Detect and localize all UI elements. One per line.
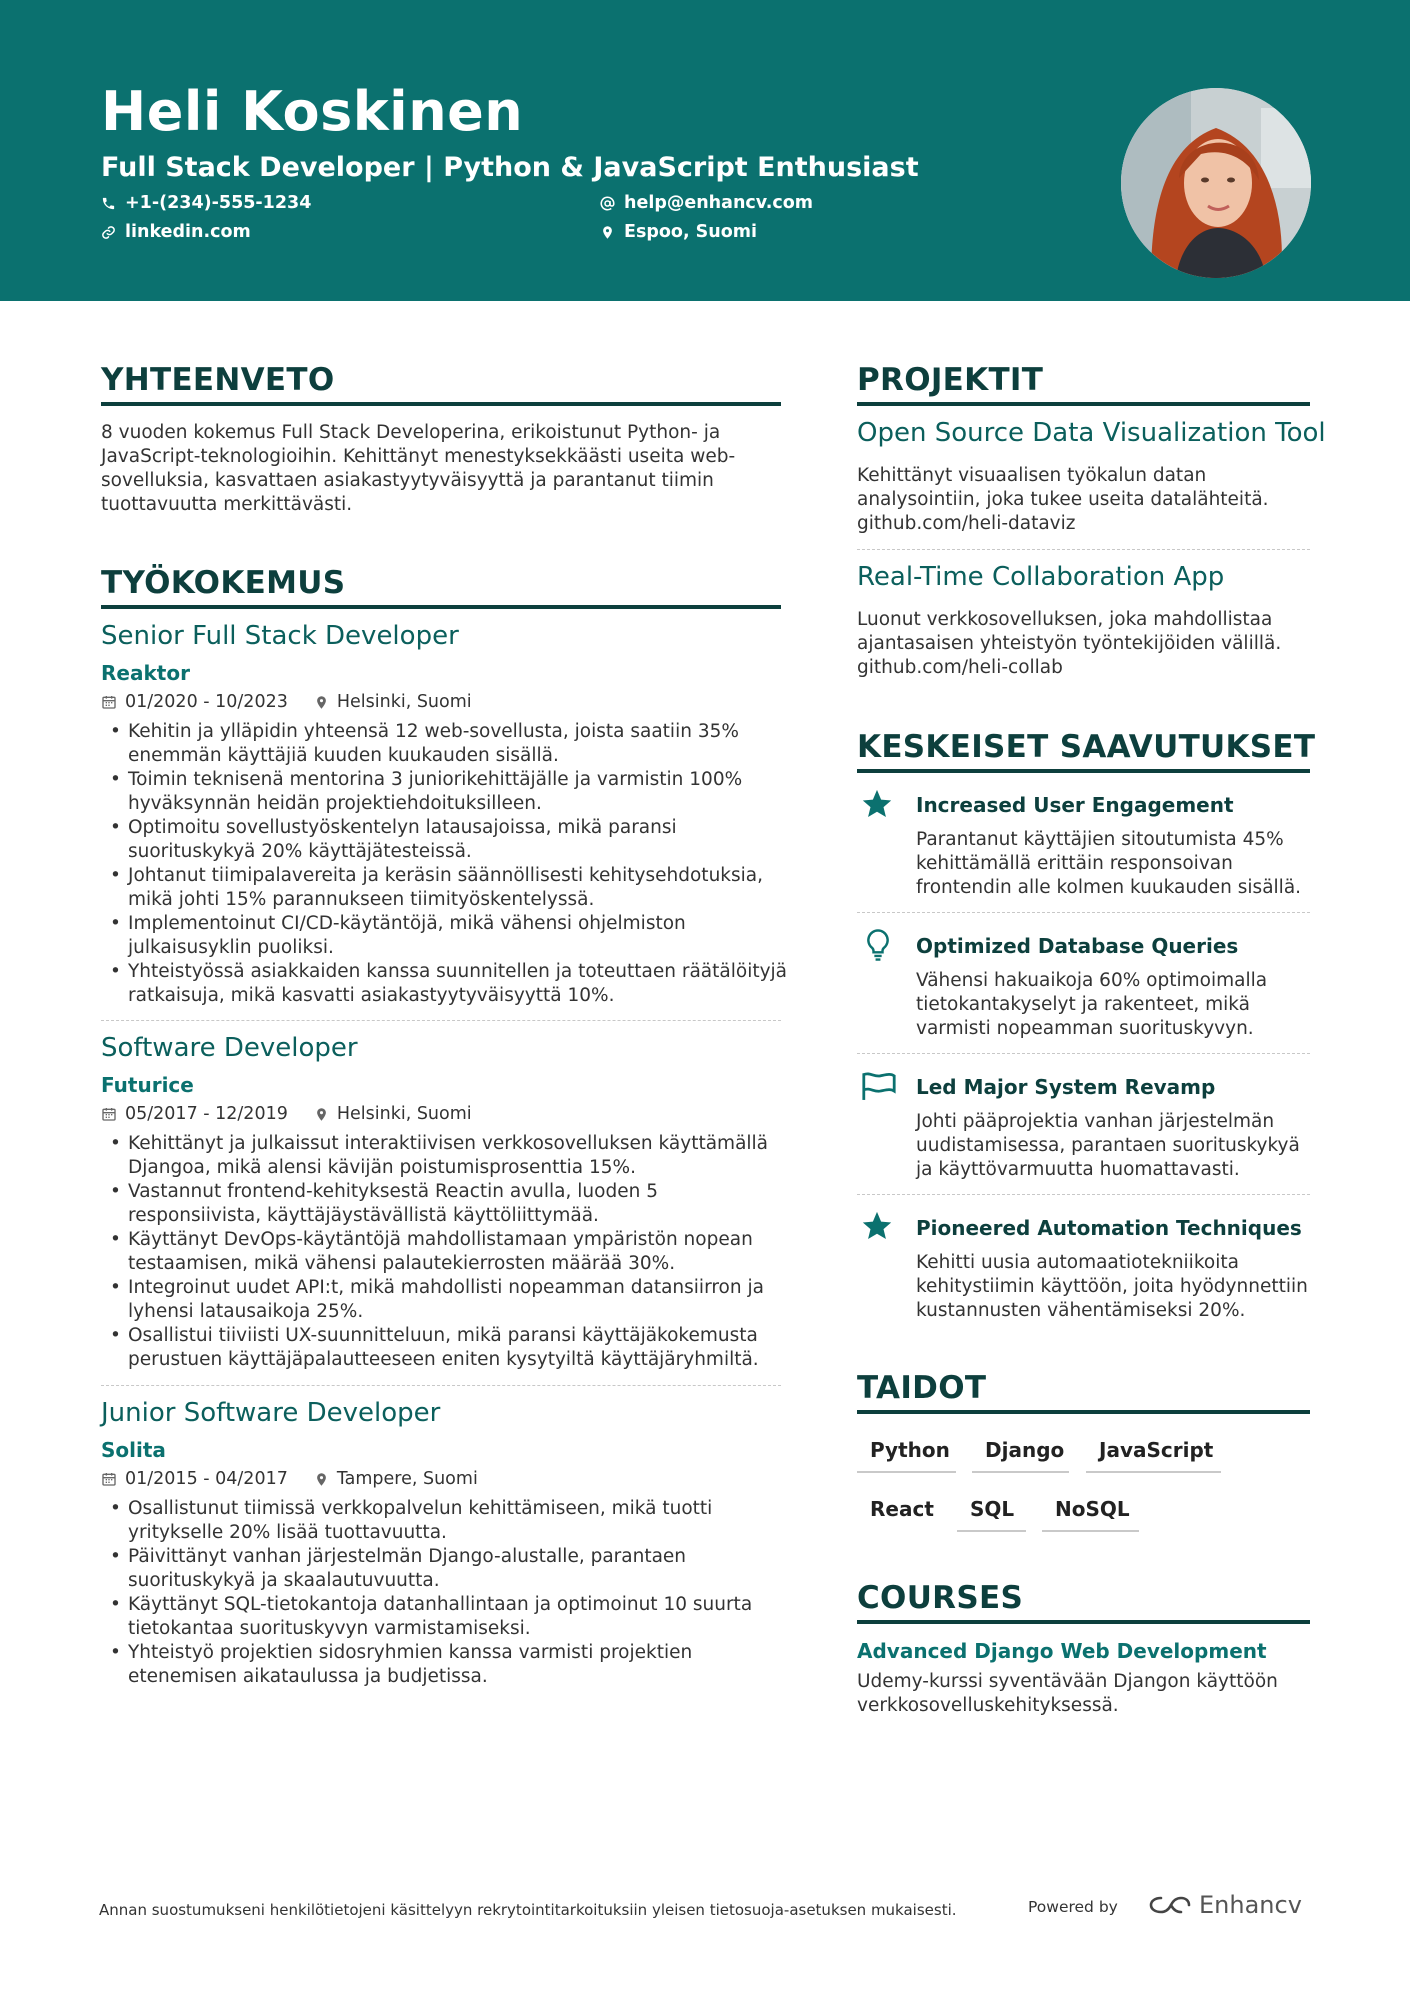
skill-underline bbox=[1042, 1530, 1139, 1532]
summary-line: sovelluksia, kasvattaen asiakastyytyväisyyttä ja parantanut tiimin bbox=[101, 470, 714, 491]
list-item: • Implementoinut CI/CD-käytäntöjä, mikä vähensi ohjelmiston julkaisusyklin puoliksi. bbox=[101, 912, 791, 960]
candidate-name: Heli Koskinen bbox=[101, 80, 524, 143]
course-title: Advanced Django Web Development bbox=[857, 1639, 1267, 1663]
job-dates: 01/2015 - 04/2017 bbox=[125, 1469, 288, 1489]
divider bbox=[857, 1053, 1310, 1054]
achievement-description: Johti pääprojektia vanhan järjestelmän uudistamisessa, parantaen suorituskykyä ja käyttövarmuutta huomattavasti. bbox=[916, 1111, 1300, 1180]
skill-tag: Django bbox=[985, 1438, 1065, 1462]
location-text: Espoo, Suomi bbox=[624, 222, 758, 242]
summary-heading: YHTEENVETO bbox=[101, 362, 335, 398]
divider bbox=[857, 912, 1310, 913]
enhancv-logo[interactable] bbox=[1147, 1891, 1302, 1919]
list-item: • Johtanut tiimipalavereita ja keräsin säännöllisesti kehitysehdotuksia, mikä johti 15% parannukseen tiimityöskentelyssä. bbox=[101, 864, 791, 912]
at-icon bbox=[600, 196, 615, 211]
project-link[interactable]: github.com/heli-dataviz bbox=[857, 513, 1076, 534]
job-title: Senior Full Stack Developer bbox=[101, 621, 459, 651]
calendar-icon bbox=[101, 1106, 117, 1122]
profile-photo bbox=[1121, 88, 1311, 278]
job-bullets bbox=[101, 1132, 791, 1372]
achievement-title: Pioneered Automation Techniques bbox=[916, 1216, 1302, 1240]
list-item: • Kehittänyt ja julkaissut interaktiivisen verkkosovelluksen käyttämällä Djangoa, mikä alensi kävijän poistumisprosenttia 15%. bbox=[101, 1132, 791, 1180]
phone-contact[interactable] bbox=[101, 193, 311, 213]
star-icon bbox=[860, 1209, 894, 1243]
summary-line: 8 vuoden kokemus Full Stack Developerina, erikoistunut Python- ja bbox=[101, 422, 721, 443]
enhancv-brand-text: Enhancv bbox=[1199, 1891, 1302, 1919]
job-bullets bbox=[101, 1497, 791, 1689]
email-text: help@enhancv.com bbox=[624, 193, 814, 213]
summary-text bbox=[101, 421, 791, 517]
summary-line: tuottavuutta merkittävästi. bbox=[101, 494, 353, 515]
divider bbox=[101, 1020, 781, 1021]
achievement-title: Led Major System Revamp bbox=[916, 1075, 1216, 1099]
list-item: • Yhteistyössä asiakkaiden kanssa suunnitellen ja toteuttaen räätälöityjä ratkaisuja, mikä kasvatti asiakastyytyväisyyttä 10%. bbox=[101, 960, 791, 1008]
achievements-heading: KESKEISET SAAVUTUKSET bbox=[857, 729, 1316, 765]
job-company: Reaktor bbox=[101, 661, 190, 685]
divider bbox=[101, 1385, 781, 1386]
divider bbox=[857, 1194, 1310, 1195]
job-dates: 01/2020 - 10/2023 bbox=[125, 692, 288, 712]
skill-tag: NoSQL bbox=[1055, 1497, 1130, 1521]
linkedin-text: linkedin.com bbox=[125, 222, 251, 242]
experience-heading: TYÖKOKEMUS bbox=[101, 565, 346, 601]
achievement-title: Optimized Database Queries bbox=[916, 934, 1239, 958]
job-meta bbox=[101, 1469, 478, 1489]
courses-heading: COURSES bbox=[857, 1580, 1024, 1616]
skill-tag: React bbox=[870, 1497, 934, 1521]
star-icon bbox=[860, 787, 894, 821]
courses-rule bbox=[857, 1620, 1310, 1624]
job-bullets bbox=[101, 720, 791, 1008]
experience-rule bbox=[101, 605, 781, 609]
achievement-description: Vähensi hakuaikoja 60% optimoimalla tietokantakyselyt ja rakenteet, mikä varmisti nopeamman suorituskyvyn. bbox=[916, 970, 1268, 1039]
location-pin-icon bbox=[314, 695, 329, 710]
skill-tag: SQL bbox=[970, 1497, 1015, 1521]
list-item: • Vastannut frontend-kehityksestä Reactin avulla, luoden 5 responsiivista, käyttäjäystävällistä käyttöliittymää. bbox=[101, 1180, 791, 1228]
list-item: • Kehitin ja ylläpidin yhteensä 12 web-sovellusta, joista saatiin 35% enemmän käyttäjiä kuuden kuukauden sisällä. bbox=[101, 720, 791, 768]
projects-rule bbox=[857, 402, 1310, 406]
job-company: Futurice bbox=[101, 1073, 194, 1097]
skill-underline bbox=[972, 1471, 1069, 1473]
project-description: Kehittänyt visuaalisen työkalun datan analysointiin, joka tukee useita datalähteitä. github.com/heli-dataviz bbox=[857, 464, 1310, 536]
job-title: Software Developer bbox=[101, 1033, 358, 1063]
list-item: • Osallistunut tiimissä verkkopalvelun kehittämiseen, mikä tuotti yritykselle 20% lisää tuottavuutta. bbox=[101, 1497, 791, 1545]
skill-underline bbox=[857, 1471, 956, 1473]
location-pin-icon bbox=[600, 225, 615, 240]
job-meta bbox=[101, 1104, 472, 1124]
divider bbox=[857, 549, 1310, 550]
enhancv-logo-icon bbox=[1147, 1893, 1193, 1917]
achievement-description: Parantanut käyttäjien sitoutumista 45% kehittämällä erittäin responsoivan frontendin alle kolmen kuukauden sisällä. bbox=[916, 829, 1302, 898]
project-description: Luonut verkkosovelluksen, joka mahdollistaa ajantasaisen yhteistyön työntekijöiden välillä. github.com/heli-collab bbox=[857, 608, 1310, 680]
list-item: • Integroinut uudet API:t, mikä mahdollisti nopeamman datansiirron ja lyhensi latausaikoja 25%. bbox=[101, 1276, 791, 1324]
linkedin-contact[interactable] bbox=[101, 222, 251, 242]
list-item: • Toimin teknisenä mentorina 3 juniorikehittäjälle ja varmistin 100% hyväksynnän heidän projektiehdoituksilleen. bbox=[101, 768, 791, 816]
location-pin-icon bbox=[314, 1472, 329, 1487]
list-item: • Päivittänyt vanhan järjestelmän Django-alustalle, parantaen suorituskykyä ja skaalautuvuutta. bbox=[101, 1545, 791, 1593]
project-link[interactable]: github.com/heli-collab bbox=[857, 657, 1063, 678]
achievements-rule bbox=[857, 769, 1310, 773]
skills-heading: TAIDOT bbox=[857, 1370, 987, 1406]
gdpr-consent-note: Annan suostumukseni henkilötietojeni käsittelyyn rekrytointitarkoituksiin yleisen tietosuoja-asetuksen mukaisesti. bbox=[99, 1901, 957, 1919]
header-banner bbox=[0, 0, 1410, 301]
flag-icon bbox=[860, 1070, 898, 1102]
course-description: Udemy-kurssi syventävään Djangon käyttöön verkkosovelluskehityksessä. bbox=[857, 1671, 1278, 1716]
candidate-title: Full Stack Developer | Python & JavaScript Enthusiast bbox=[101, 152, 919, 183]
skill-tag: Python bbox=[870, 1438, 950, 1462]
email-contact[interactable] bbox=[600, 193, 813, 213]
skill-tag: JavaScript bbox=[1099, 1438, 1214, 1462]
job-company: Solita bbox=[101, 1438, 166, 1462]
link-icon bbox=[101, 225, 116, 240]
phone-icon bbox=[101, 196, 116, 211]
list-item: • Osallistui tiiviisti UX-suunnitteluun, mikä paransi käyttäjäkokemusta perustuen käyttäjäpalautteeseen eniten kysytyiltä käyttäjäryhmiltä. bbox=[101, 1324, 791, 1372]
summary-line: JavaScript-teknologioihin. Kehittänyt menestyksekkäästi useita web- bbox=[101, 446, 736, 467]
job-dates: 05/2017 - 12/2019 bbox=[125, 1104, 288, 1124]
list-item: • Käyttänyt SQL-tietokantoja datanhallintaan ja optimoinut 10 suurta tietokantaa suorituskyvyn varmistamiseksi. bbox=[101, 1593, 791, 1641]
list-item: • Käyttänyt DevOps-käytäntöjä mahdollistamaan ympäristön nopean testaamisen, mikä vähensi palautekierrosten määrää 30%. bbox=[101, 1228, 791, 1276]
location-contact bbox=[600, 222, 757, 242]
phone-text: +1-(234)-555-1234 bbox=[125, 193, 312, 213]
skills-rule bbox=[857, 1410, 1310, 1414]
project-title: Real-Time Collaboration App bbox=[857, 562, 1225, 592]
summary-rule bbox=[101, 402, 781, 406]
list-item: • Optimoitu sovellustyöskentelyn latausajoissa, mikä paransi suorituskykyä 20% käyttäjätesteissä. bbox=[101, 816, 791, 864]
project-title: Open Source Data Visualization Tool bbox=[857, 418, 1326, 448]
lightbulb-icon bbox=[863, 928, 893, 962]
calendar-icon bbox=[101, 694, 117, 710]
achievement-title: Increased User Engagement bbox=[916, 793, 1234, 817]
job-location: Helsinki, Suomi bbox=[336, 1104, 472, 1124]
job-title: Junior Software Developer bbox=[101, 1398, 441, 1428]
calendar-icon bbox=[101, 1471, 117, 1487]
achievement-description: Kehitti uusia automaatiotekniikoita kehitystiimin käyttöön, joita hyödynnettiin kustannusten vähentämiseksi 20%. bbox=[916, 1252, 1308, 1321]
projects-heading: PROJEKTIT bbox=[857, 362, 1044, 398]
location-pin-icon bbox=[314, 1107, 329, 1122]
skill-underline bbox=[957, 1530, 1026, 1532]
list-item: • Yhteistyö projektien sidosryhmien kanssa varmisti projektien etenemisen aikataulussa ja budjetissa. bbox=[101, 1641, 791, 1689]
powered-by-label: Powered by bbox=[1028, 1898, 1118, 1916]
job-location: Helsinki, Suomi bbox=[336, 692, 472, 712]
job-meta bbox=[101, 692, 472, 712]
job-location: Tampere, Suomi bbox=[336, 1469, 478, 1489]
skill-underline bbox=[1086, 1471, 1221, 1473]
